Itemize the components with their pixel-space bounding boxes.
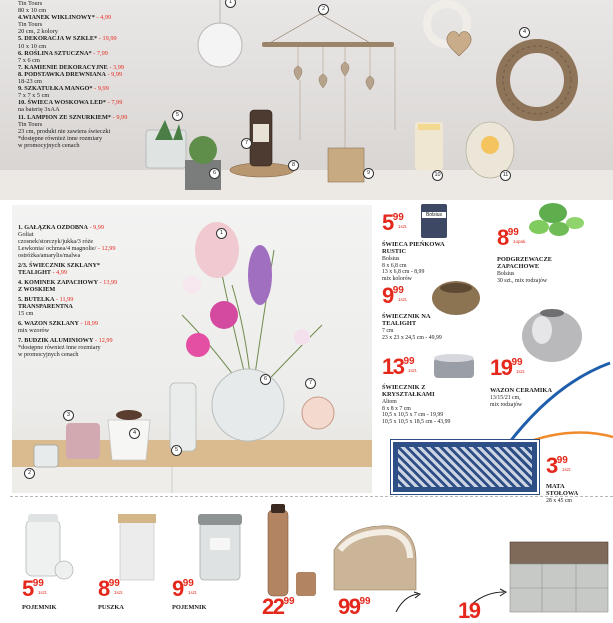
rustic-candle-image	[421, 204, 447, 238]
table-mat-desc	[546, 498, 606, 505]
list-item-text: Tin Tours	[18, 0, 43, 7]
list-item-text: 2/3. ŚWIECZNIK SZKLANY*	[18, 262, 101, 269]
middle-product-list	[18, 224, 168, 358]
desc-line: Bolsius	[382, 256, 400, 262]
price-unit: 1szt.	[38, 590, 48, 595]
badge-top-8: 8	[288, 160, 299, 171]
badge-top-11: 11	[500, 170, 511, 181]
list-item-detail	[18, 252, 168, 259]
glass-container-image	[20, 512, 75, 582]
price-int: 9	[382, 283, 393, 308]
list-item-text: 9. SZKATUŁKA MANGO*	[18, 85, 93, 93]
price-int: 3	[546, 453, 557, 478]
list-item-text: *dostępne również inne rozmiary	[18, 134, 103, 142]
price-dec: 99	[182, 578, 194, 589]
list-item-text: w promocyjnych cenach	[18, 351, 79, 358]
list-item-text: 4. KOMINEK ZAPACHOWY	[18, 279, 99, 286]
list-item-text: mix wzorów	[18, 327, 50, 334]
top-product-list	[18, 0, 218, 149]
list-item-text: 18-23 cm	[18, 78, 42, 86]
price-dec: 99	[108, 578, 120, 589]
list-item-price: - 18,99	[78, 320, 98, 327]
price-dec: 99	[359, 596, 371, 607]
table-mat-name: MATA STOŁOWA	[546, 483, 579, 497]
list-item-price: - 9,99	[87, 224, 104, 231]
list-item-text: 4.WIANEK WIKLINOWY*	[18, 14, 95, 22]
price-dec: 99	[392, 212, 404, 223]
price-dec: 99	[32, 578, 44, 589]
list-item-text: 7 x 7 x 5 cm	[18, 92, 50, 100]
desc-line: mix rodzajów	[490, 401, 523, 408]
price-dec: 99	[507, 227, 519, 238]
list-item-title	[18, 303, 168, 310]
table-mat-image	[391, 440, 539, 494]
desc-line: 13 x 6,8 cm - 8,99	[382, 269, 425, 276]
list-item-text: czosnek/storczyk/jukka/3 róże	[18, 238, 94, 245]
table-mat-pattern	[398, 447, 532, 487]
list-item-detail	[18, 78, 218, 85]
list-item-text: 11. LAMPION ZE SZNURKIEM*	[18, 113, 112, 121]
badge-mid-6: 6	[260, 374, 271, 385]
list-item-title	[18, 35, 218, 42]
badge-top-2: 2	[318, 4, 329, 15]
list-item-text: 15 cm	[18, 310, 34, 317]
badge-top-10: 10	[432, 170, 443, 181]
price-int: 8	[98, 576, 109, 601]
price-int: 19	[458, 598, 480, 623]
list-item-title	[18, 71, 218, 78]
list-item-title	[18, 224, 168, 231]
badge-top-1: 1	[225, 0, 236, 8]
badge-top-5: 5	[172, 110, 183, 121]
price-unit: 1szt.	[408, 368, 418, 373]
container2-price	[172, 576, 198, 601]
list-item-detail	[18, 106, 218, 113]
badge-top-6: 6	[209, 168, 220, 179]
tealights-price	[497, 225, 527, 250]
section-divider	[10, 496, 613, 497]
price-int: 5	[22, 576, 33, 601]
desc-line: 28 x 45 cm	[546, 498, 572, 504]
list-item-detail	[18, 327, 168, 334]
list-item-text: Z WOSKIEM	[18, 286, 56, 293]
list-item-detail	[18, 310, 168, 317]
price-int: 8	[497, 225, 508, 250]
tealights-desc	[497, 271, 597, 284]
list-item-text: 1. GAŁĄZKA OZDOBNA	[18, 224, 88, 231]
list-item-text: 10. ŚWIECA WOSKOWA LED*	[18, 99, 107, 107]
list-item-price: - 12,99	[93, 337, 113, 344]
list-item-text: w promocyjnych cenach	[18, 141, 80, 149]
list-item-price: - 4,99	[94, 14, 112, 22]
list-item-text: *dostępne również inne rozmiary	[18, 344, 101, 351]
breadbox-price	[338, 596, 371, 618]
list-item-title	[18, 64, 218, 71]
price-dec: 99	[283, 596, 295, 607]
badge-mid-3: 3	[63, 410, 74, 421]
price-unit: 1szt.	[398, 224, 408, 229]
box-price	[458, 600, 479, 622]
price-unit: 1szt.	[516, 369, 526, 374]
tin-name: PUSZKA	[98, 604, 124, 611]
list-item-price: - 11,99	[54, 296, 74, 303]
badge-mid-5: 5	[171, 445, 182, 456]
list-item-title	[18, 85, 218, 92]
list-item-text: TEALIGHT	[18, 269, 52, 276]
list-item-text: Tin Tours	[18, 21, 43, 29]
list-item-detail	[18, 135, 218, 142]
steel-container-image	[196, 510, 244, 582]
bottom-arrow	[394, 590, 424, 613]
list-item-text: Tin Tours	[18, 120, 43, 128]
price-unit: 1szt.	[114, 590, 124, 595]
price-dec: 99	[403, 356, 415, 367]
desc-line: Altom	[382, 399, 397, 405]
list-item-text: Goliat	[18, 231, 34, 238]
tealight-holder-desc	[382, 328, 482, 341]
list-item-detail	[18, 57, 218, 64]
list-item-text: 20 cm, 2 kolory	[18, 28, 58, 36]
price-int: 5	[382, 210, 393, 235]
desc-line: 30 szt., mix rodzajów	[497, 277, 548, 284]
tealights-name: PODGRZEWACZE ZAPACHOWE	[497, 256, 553, 270]
price-int: 9	[172, 576, 183, 601]
breadbox-image	[330, 520, 420, 595]
list-item-title	[18, 14, 218, 21]
badge-mid-2: 2	[24, 468, 35, 479]
list-item-price: - 9,99	[111, 113, 128, 121]
list-item-detail	[18, 245, 168, 252]
list-item-title	[18, 114, 218, 121]
list-item-price: - 9,99	[105, 70, 123, 78]
price-dec: 99	[556, 455, 568, 466]
list-item-text: TRANSPARENTNA	[18, 303, 73, 310]
list-item-price: - 7,99	[106, 99, 123, 107]
list-item-title	[18, 50, 218, 57]
list-item-title	[18, 320, 168, 327]
crystal-holder-desc	[382, 399, 492, 425]
price-dec: 99	[392, 285, 404, 296]
price-unit: 1opak.	[513, 239, 527, 244]
badge-top-4: 4	[519, 27, 530, 38]
list-item-text: 23 cm, produkt nie zawiera świeczki	[18, 127, 111, 135]
table-mat-price	[546, 453, 572, 478]
container2-name: POJEMNIK	[172, 604, 207, 611]
list-item-detail	[18, 238, 168, 245]
list-item-detail	[18, 351, 168, 358]
list-item-text: 7. KAMIENIE DEKORACYJNE	[18, 63, 108, 71]
list-item-price: - 12,99	[96, 245, 116, 252]
tealight-holder-name: ŚWIECZNIK NA TEALIGHT	[382, 313, 431, 327]
list-item-title	[18, 296, 168, 303]
crystal-holder-image	[432, 352, 476, 382]
badge-mid-7: 7	[305, 378, 316, 389]
list-item-title	[18, 262, 168, 269]
list-item-title	[18, 337, 168, 344]
list-item-title	[18, 99, 218, 106]
rustic-candle-label: Bolsius	[422, 212, 446, 218]
list-item-text: na baterię 3xAA	[18, 106, 60, 114]
list-item-price: - 4,99	[51, 269, 67, 276]
badge-top-7: 7	[241, 138, 252, 149]
price-unit: 1szt.	[398, 297, 408, 302]
list-item-price: - 13,99	[98, 279, 118, 286]
desc-line: 8 x 8 x 7 cm	[382, 405, 411, 412]
list-item-detail	[18, 128, 218, 135]
list-item-text: 80 x 10 cm	[18, 7, 47, 15]
list-item-price: - 7,99	[91, 49, 108, 57]
list-item-detail	[18, 344, 168, 351]
thermos-image	[262, 502, 326, 602]
list-item-text: 7. BUDZIK ALUMINIOWY	[18, 337, 94, 344]
container-price	[22, 576, 48, 601]
list-item-title	[18, 269, 168, 276]
list-item-text: Lewkonia/ ochmea/4 magnolie/	[18, 245, 97, 252]
list-item-title	[18, 286, 168, 293]
list-item-detail	[18, 231, 168, 238]
price-int: 99	[338, 594, 360, 619]
desc-line: 7 cm	[382, 328, 394, 334]
list-item-price: - 19,99	[97, 35, 117, 43]
badge-mid-4: 4	[129, 428, 140, 439]
badge-top-9: 9	[363, 168, 374, 179]
list-item-text: ostróżka/amarylis/malwa	[18, 252, 81, 259]
list-item-detail	[18, 121, 218, 128]
tin-price	[98, 576, 124, 601]
desc-line: 10,5 x 10,5 x 18,5 cm - 43,99	[382, 418, 451, 425]
list-item-text: 6. ROŚLINA SZTUCZNA*	[18, 49, 92, 57]
price-int: 19	[490, 355, 512, 380]
crystal-holder-name: ŚWIECZNIK Z KRYSZTAŁKAMI	[382, 384, 435, 398]
price-unit: 1szt.	[188, 590, 198, 595]
desc-line: 8 x 6,8 cm	[382, 262, 407, 269]
list-item-text: 5. BUTELKA	[18, 296, 55, 303]
ceramic-vase-name: WAZON CERAMIKA	[490, 387, 552, 394]
list-item-detail	[18, 7, 218, 14]
list-item-text: 10 x 10 cm	[18, 42, 47, 50]
price-int: 22	[262, 594, 284, 619]
rustic-candle-price	[382, 210, 408, 235]
list-item-detail	[18, 43, 218, 50]
list-item-text: 6. WAZON SZKLANY	[18, 320, 79, 327]
list-item-detail	[18, 28, 218, 35]
badge-mid-1: 1	[216, 228, 227, 239]
list-item-text: 7 x 6 cm	[18, 56, 40, 64]
tealight-holder-price	[382, 283, 408, 308]
container-name: POJEMNIK	[22, 604, 57, 611]
desc-line: 13/15/21 cm,	[490, 395, 521, 401]
list-item-detail	[18, 142, 218, 149]
wooden-box-image	[506, 536, 613, 613]
list-item-price: - 9,99	[92, 85, 109, 93]
desc-line: 23 x 23 x 24,5 cm - 49,99	[382, 334, 442, 341]
desc-line: mix kolorów	[382, 275, 412, 282]
rustic-candle-name: ŚWIECA PIEŃKOWA RUSTIC	[382, 241, 445, 255]
tealights-image	[525, 195, 585, 245]
list-item-title	[18, 279, 168, 286]
price-dec: 99	[511, 357, 523, 368]
list-item-detail	[18, 21, 218, 28]
tin-image	[118, 510, 158, 582]
list-item-text: 8. PODSTAWKA DREWNIANA	[18, 70, 106, 78]
desc-line: 10,5 x 10,5 x 7 cm - 19,99	[382, 412, 444, 419]
desc-line: Bolsius	[497, 271, 515, 277]
price-int: 13	[382, 354, 404, 379]
crystal-holder-price	[382, 354, 418, 379]
list-item-text: 5. DEKORACJA W SZKLE*	[18, 35, 98, 43]
list-item-detail	[18, 0, 218, 7]
thermos-price	[262, 596, 295, 618]
list-item-price: - 3,99	[107, 63, 125, 71]
tealight-holder-image	[430, 278, 482, 316]
price-unit: 1szt.	[562, 467, 572, 472]
